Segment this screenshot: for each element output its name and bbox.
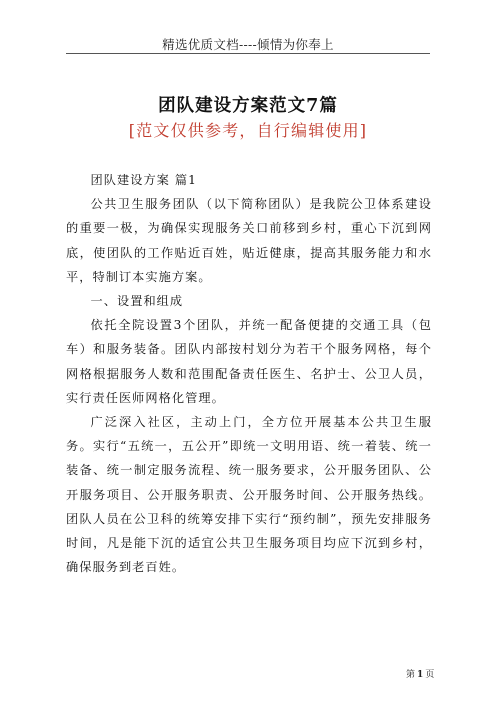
section-heading: 团队建设方案 篇1 xyxy=(90,173,197,187)
page-footer xyxy=(406,667,434,680)
document-title: 团队建设方案范文7篇 xyxy=(158,96,338,116)
page-header: 精选优质文档----倾情为你奉上 xyxy=(162,37,334,52)
page-number-prefix: 第 xyxy=(406,670,416,680)
header-divider xyxy=(66,53,430,54)
paragraph: 依托全院设置3个团队，并统一配备便捷的交通工具（包车）和服务装备。团队内部按村划分为若干个服务网格，每个网格根据服务人数和范围配备责任医生、名护士、公卫人员，实行责任医师网格化管理。 xyxy=(66,318,432,405)
paragraph: 广泛深入社区，主动上门，全方位开展基本公共卫生服务。实行“五统一，五公开”即统一文明用语、统一着装、统一装备、统一制定服务流程、统一服务要求，公开服务团队、公开服务项目、公开服务职责、公开服务时间、公开服务热线。团队人员在公卫科的统筹安排下实行“预约制”，预先安排服务时间，凡是能下沉的适宜公共卫生服务项目均应下沉到乡村，确保服务到老百姓。 xyxy=(66,415,432,575)
page-number: 1 xyxy=(417,670,424,680)
section-heading: 一、设置和组成 xyxy=(90,294,184,309)
paragraph: 公共卫生服务团队（以下简称团队）是我院公卫体系建设的重要一极，为确保实现服务关口前移到乡村，重心下沉到网底，使团队的工作贴近百姓，贴近健康，提高其服务能力和水平，特制订本实施方案。 xyxy=(66,197,432,284)
page-number-suffix: 页 xyxy=(425,670,435,680)
document-subtitle: [范文仅供参考，自行编辑使用] xyxy=(128,121,368,140)
document-body xyxy=(66,168,432,579)
